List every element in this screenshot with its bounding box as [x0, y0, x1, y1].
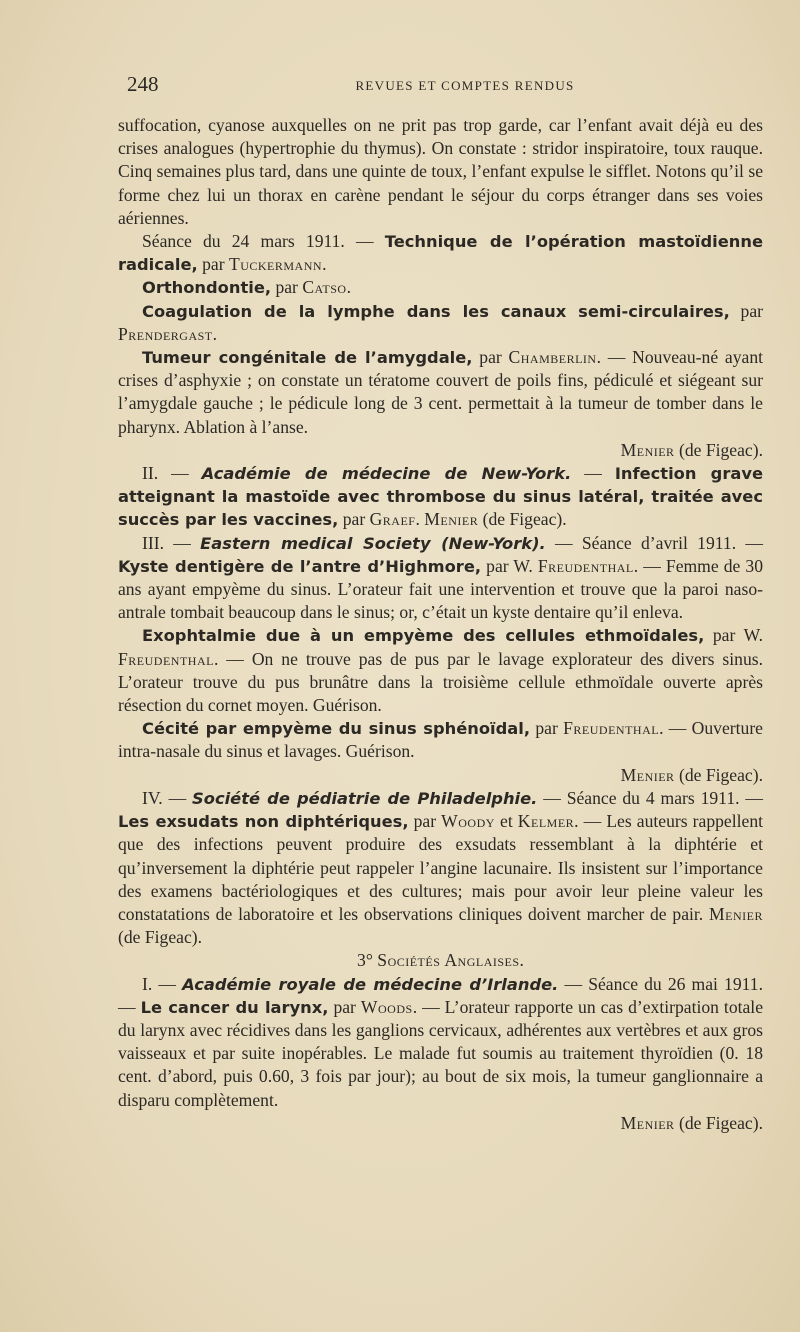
page-number: 248 — [127, 72, 159, 96]
author-name: Graef — [369, 509, 416, 530]
text-run: — Séance du 26 mai 1911. — — [118, 973, 763, 1017]
paragraph-p12 — [118, 787, 763, 949]
bold-heading: Exophtalmie due à un empyème des cellules ethmoïdales, — [142, 626, 705, 646]
author-name: Menier — [620, 1112, 675, 1133]
paragraph-p3 — [118, 276, 763, 299]
page-header — [127, 72, 763, 102]
text-run: . — On ne trouve pas de pus par le lavage explorateur des divers sinus. L’orateur trouve du pus brunâtre dans la troisième cellule ethmoïdale ouverte après résection du cornet moyen. Guérison. — [118, 648, 763, 716]
paragraph-p13 — [118, 949, 763, 972]
paragraph-p11 — [118, 764, 763, 787]
text-run: par — [408, 811, 442, 832]
text-run: suffocation, cyanose auxquelles on ne prit pas trop garde, car l’enfant avait déjà eu des crises analogues (hypertrophie du thymus). On constate : stridor inspiratoire, toux rauque. Cinq semaines plus tard, dans une quinte de toux, l’enfant expulse le sifflet. Notons qu’il se forme chez lui un thorax en carène pendant le séjour du corps étranger dans ses voies aériennes. — [118, 115, 763, 228]
text-run: par — [530, 718, 564, 739]
text-run: (de Figeac). — [674, 764, 763, 785]
paragraph-p15 — [118, 1112, 763, 1135]
author-name: Menier — [620, 439, 675, 460]
text-run: . — [212, 323, 218, 344]
author-name: Freudenthal — [537, 555, 634, 576]
author-name: Freudenthal — [118, 648, 214, 669]
bold-heading: Infection grave atteignant la mastoïde avec thrombose du sinus latéral, traitée avec succès par les vaccines, — [118, 464, 763, 530]
author-name: Chamberlin — [508, 347, 597, 368]
text-run: (de Figeac). — [478, 509, 567, 530]
text-run: . — [519, 950, 524, 971]
paragraph-p8 — [118, 532, 763, 625]
text-run: 3° — [357, 950, 378, 971]
text-run: — Séance du 4 mars 1911. — — [537, 787, 763, 808]
paragraph-p9 — [118, 624, 763, 717]
author-name: Sociétés Anglaises — [377, 950, 520, 971]
text-run: . — Ouverture intra-nasale du sinus et lavages. Guérison. — [118, 718, 763, 762]
author-name: Menier — [424, 509, 479, 530]
paragraph-p10 — [118, 717, 763, 763]
text-run: — Séance d’avril 1911. — — [545, 532, 763, 553]
author-name: Woods — [360, 996, 413, 1017]
bold-heading: Cécité par empyème du sinus sphénoïdal, — [142, 719, 531, 739]
text-run: — — [571, 463, 615, 484]
text-run: Séance du 24 mars 1911. — — [142, 231, 385, 252]
text-run: (de Figeac). — [118, 927, 203, 948]
text-run: par — [328, 996, 361, 1017]
author-name: Menier — [709, 903, 763, 924]
text-run: . — [346, 277, 351, 298]
bold-heading: Les exsudats non diphtériques, — [118, 812, 409, 832]
text-run: . — [322, 254, 327, 275]
author-name: Woody — [441, 811, 495, 832]
paragraph-p2 — [118, 230, 763, 276]
society-name: Académie royale de médecine d’Irlande. — [182, 974, 559, 994]
running-title: REVUES ET COMPTES RENDUS — [355, 78, 575, 93]
author-name: Catso — [302, 277, 347, 298]
article-body — [118, 114, 763, 1135]
text-run: par W. — [704, 625, 763, 646]
text-run: par — [729, 300, 763, 321]
society-name: Eastern medical Society (New-York). — [200, 533, 546, 553]
paragraph-p4 — [118, 300, 763, 346]
text-run: I. — — [142, 973, 183, 994]
author-name: Prendergast — [118, 323, 213, 344]
text-run: par — [197, 254, 229, 275]
society-name: Société de pédiatrie de Philadelphie. — [192, 788, 538, 808]
author-name: Kelmer — [517, 811, 575, 832]
text-run: par W. — [481, 555, 538, 576]
text-run: . — Femme de 30 ans ayant empyème du sinus. L’orateur fait une intervention et trouve que la paroi naso-antrale tombait beaucoup dans le sinus; or, c’était un kyste dentaire qu’il enleva. — [118, 555, 764, 623]
author-name: Menier — [620, 764, 675, 785]
text-run: et — [494, 811, 518, 832]
text-run: par — [472, 347, 509, 368]
society-name: Académie de médecine de New-York. — [201, 464, 572, 484]
text-run: II. — — [142, 463, 202, 484]
text-run: . — Les auteurs rappellent que des infections peuvent produire des exsudats ressemblant à la diphtérie et qu’inversement la diphtérie peut rappeler l’angine lacunaire. Ils insistent sur l’importance des examens bactériologiques et des cultures; mais pour avoir leur pleine valeur les constatations de laboratoire et les observations cliniques doivent marcher de pair. — [118, 811, 764, 924]
paragraph-p6 — [118, 439, 763, 462]
text-run: III. — — [142, 532, 201, 553]
bold-heading: Technique de l’opération mastoïdienne radicale, — [118, 232, 763, 275]
text-run: (de Figeac). — [674, 439, 763, 460]
text-run: . — [415, 509, 425, 530]
author-name: Tuckermann — [228, 254, 323, 275]
text-run: . — Nouveau-né ayant crises d’asphyxie ; on constate un tératome couvert de poils fins, pédiculé et siégeant sur l’amygdale gauche ; le pédicule long de 3 cent. permettait à la tumeur de tomber dans le pharynx. Ablation à l’anse. — [118, 347, 764, 437]
bold-heading: Le cancer du larynx, — [140, 997, 329, 1017]
bold-heading: Coagulation de la lymphe dans les canaux semi-circulaires, — [142, 301, 730, 321]
paragraph-p1 — [118, 114, 763, 230]
bold-heading: Kyste dentigère de l’antre d’Highmore, — [118, 556, 482, 576]
text-run: (de Figeac). — [674, 1112, 763, 1133]
bold-heading: Tumeur congénitale de l’amygdale, — [142, 348, 473, 368]
text-run: IV. — — [142, 787, 193, 808]
paragraph-p5 — [118, 346, 763, 439]
bold-heading: Orthondontie, — [142, 278, 272, 298]
paragraph-p14 — [118, 973, 763, 1112]
text-run: par — [338, 509, 370, 530]
author-name: Freudenthal — [563, 718, 660, 739]
text-run: . — L’orateur rapporte un cas d’extirpation totale du larynx avec récidives dans les ganglions cervicaux, adhérentes aux vertèbres et aux gros vaisseaux et par suite inopérables. Le malade fut soumis au traitement thyroïdien (0. 18 cent. d’abord, puis 0.60, 3 fois par jour); au bout de six mois, la tumeur ganglionnaire a disparu complètement. — [118, 996, 764, 1110]
paragraph-p7 — [118, 462, 763, 532]
text-run: par — [271, 277, 303, 298]
